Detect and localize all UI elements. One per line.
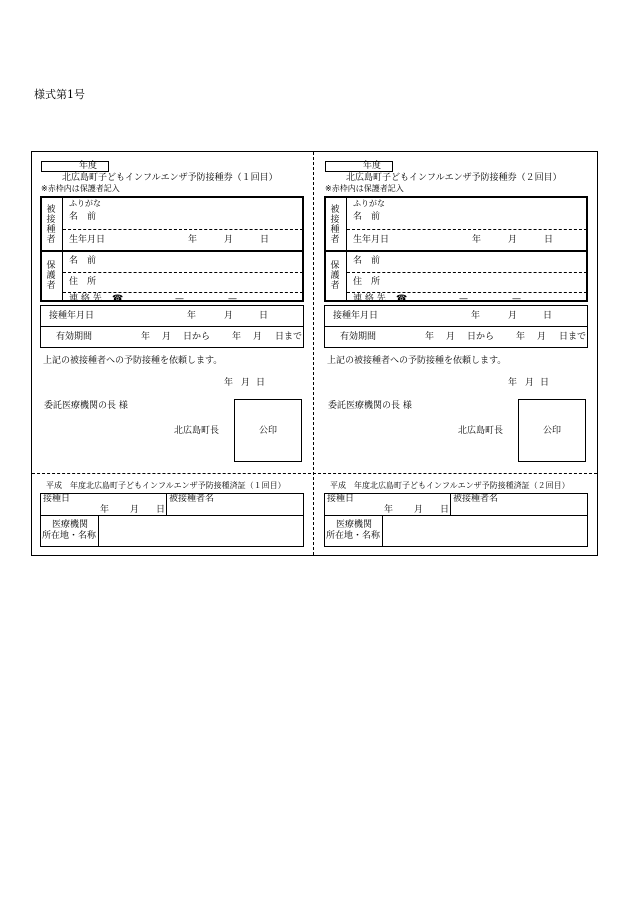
- cert-day-label: 日: [156, 505, 166, 515]
- guardian-group-label: 保護者: [46, 261, 56, 291]
- phone-icon: ☎: [112, 294, 124, 304]
- phone-dash: —: [459, 294, 468, 304]
- validity-until-year: 年: [516, 332, 526, 342]
- address-label: 住 所: [353, 277, 381, 287]
- contact-label: 連 絡 先: [353, 294, 386, 304]
- vaccination-year-label: 年: [187, 311, 197, 321]
- group-separator: [40, 250, 304, 252]
- column-divider: [450, 493, 451, 515]
- validity-label: 有効期間: [340, 332, 377, 342]
- row-divider: [63, 272, 303, 273]
- cert-month-label: 月: [130, 505, 140, 515]
- official-seal-label: 公印: [543, 426, 562, 436]
- addressee-label: 委託医療機関の長 様: [328, 401, 412, 411]
- cert-institution-address-label: 所在地・名称: [42, 531, 97, 541]
- row-divider: [324, 515, 588, 516]
- mayor-label: 北広島町長: [458, 426, 504, 436]
- column-divider: [166, 493, 167, 515]
- form-number: 様式第1号: [34, 88, 85, 101]
- ticket-2: [316, 0, 598, 541]
- validity-until-year: 年: [232, 332, 242, 342]
- cut-line-horizontal: [32, 473, 597, 474]
- guardian-name-label: 名 前: [69, 256, 97, 266]
- group-separator: [324, 250, 588, 252]
- validity-from-month: 月: [446, 332, 456, 342]
- address-label: 住 所: [69, 277, 97, 287]
- guardian-note: ※赤枠内は保護者記入: [325, 184, 404, 193]
- ticket-1: [32, 0, 314, 541]
- phone-dash: —: [175, 294, 184, 304]
- cert-institution-address-label: 所在地・名称: [326, 531, 381, 541]
- cert-patient-label: 被接種者名: [453, 494, 499, 504]
- fiscal-year-box[interactable]: [325, 161, 393, 172]
- official-seal-label: 公印: [259, 426, 278, 436]
- vaccination-date-label: 接種年月日: [49, 311, 95, 321]
- birth-year-label: 年: [188, 235, 198, 245]
- ticket-title: 北広島町子どもインフルエンザ予防接種券（１回目）: [62, 173, 278, 183]
- vaccination-year-label: 年: [471, 311, 481, 321]
- column-divider: [98, 515, 99, 547]
- phone-dash: —: [512, 294, 521, 304]
- validity-label: 有効期間: [56, 332, 93, 342]
- guardian-group-label: 保護者: [330, 261, 340, 291]
- validity-from-label: 日から: [467, 332, 495, 342]
- cert-patient-label: 被接種者名: [169, 494, 215, 504]
- certificate-title: 平成 年度北広島町子どもインフルエンザ予防接種済証（２回目）: [330, 481, 570, 490]
- birth-year-label: 年: [472, 235, 482, 245]
- mayor-label: 北広島町長: [174, 426, 220, 436]
- patient-name-label: 名 前: [69, 212, 97, 222]
- issue-year-label: 年: [224, 378, 234, 388]
- fiscal-year-label: 年度: [363, 161, 382, 171]
- issue-day-label: 日: [540, 378, 550, 388]
- fiscal-year-label: 年度: [79, 161, 98, 171]
- birth-day-label: 日: [260, 235, 270, 245]
- vaccination-day-label: 日: [543, 311, 553, 321]
- phone-dash: —: [228, 294, 237, 304]
- cert-date-label: 接種日: [327, 494, 355, 504]
- birth-date-label: 生年月日: [353, 235, 390, 245]
- column-divider: [382, 515, 383, 547]
- cert-month-label: 月: [414, 505, 424, 515]
- validity-until-month: 月: [537, 332, 547, 342]
- issue-year-label: 年: [508, 378, 518, 388]
- certificate-title: 平成 年度北広島町子どもインフルエンザ予防接種済証（１回目）: [46, 481, 286, 490]
- birth-month-label: 月: [224, 235, 234, 245]
- cert-institution-label: 医療機関: [336, 520, 373, 530]
- row-divider: [40, 326, 304, 327]
- validity-from-year: 年: [425, 332, 435, 342]
- row-divider: [347, 229, 587, 230]
- group-divider: [62, 197, 63, 301]
- row-divider: [347, 292, 587, 293]
- validity-from-year: 年: [141, 332, 151, 342]
- patient-group-label: 被接種者: [46, 205, 56, 245]
- group-divider: [346, 197, 347, 301]
- validity-from-month: 月: [162, 332, 172, 342]
- issue-day-label: 日: [256, 378, 266, 388]
- guardian-note: ※赤枠内は保護者記入: [41, 184, 120, 193]
- row-divider: [324, 326, 588, 327]
- patient-group-label: 被接種者: [330, 205, 340, 245]
- cert-year-label: 年: [384, 505, 394, 515]
- vaccination-date-label: 接種年月日: [333, 311, 379, 321]
- cert-institution-label: 医療機関: [52, 520, 89, 530]
- birth-day-label: 日: [544, 235, 554, 245]
- validity-from-label: 日から: [183, 332, 211, 342]
- validity-until-label: 日まで: [559, 332, 587, 342]
- furigana-label: ふりがな: [69, 199, 101, 208]
- issue-month-label: 月: [525, 378, 535, 388]
- vaccination-day-label: 日: [259, 311, 269, 321]
- addressee-label: 委託医療機関の長 様: [44, 401, 128, 411]
- row-divider: [347, 272, 587, 273]
- cert-year-label: 年: [100, 505, 110, 515]
- vaccination-month-label: 月: [224, 311, 234, 321]
- vaccination-month-label: 月: [508, 311, 518, 321]
- issue-month-label: 月: [241, 378, 251, 388]
- request-text: 上記の被接種者への予防接種を依頼します。: [327, 356, 507, 366]
- validity-until-month: 月: [253, 332, 263, 342]
- patient-name-label: 名 前: [353, 212, 381, 222]
- ticket-title: 北広島町子どもインフルエンザ予防接種券（２回目）: [346, 173, 562, 183]
- row-divider: [40, 515, 304, 516]
- birth-date-label: 生年月日: [69, 235, 106, 245]
- phone-icon: ☎: [396, 294, 408, 304]
- contact-label: 連 絡 先: [69, 294, 102, 304]
- cert-day-label: 日: [440, 505, 450, 515]
- cert-date-label: 接種日: [43, 494, 71, 504]
- validity-until-label: 日まで: [275, 332, 303, 342]
- row-divider: [63, 292, 303, 293]
- fiscal-year-box[interactable]: [41, 161, 109, 172]
- row-divider: [63, 229, 303, 230]
- guardian-name-label: 名 前: [353, 256, 381, 266]
- birth-month-label: 月: [508, 235, 518, 245]
- request-text: 上記の被接種者への予防接種を依頼します。: [43, 356, 223, 366]
- furigana-label: ふりがな: [353, 199, 385, 208]
